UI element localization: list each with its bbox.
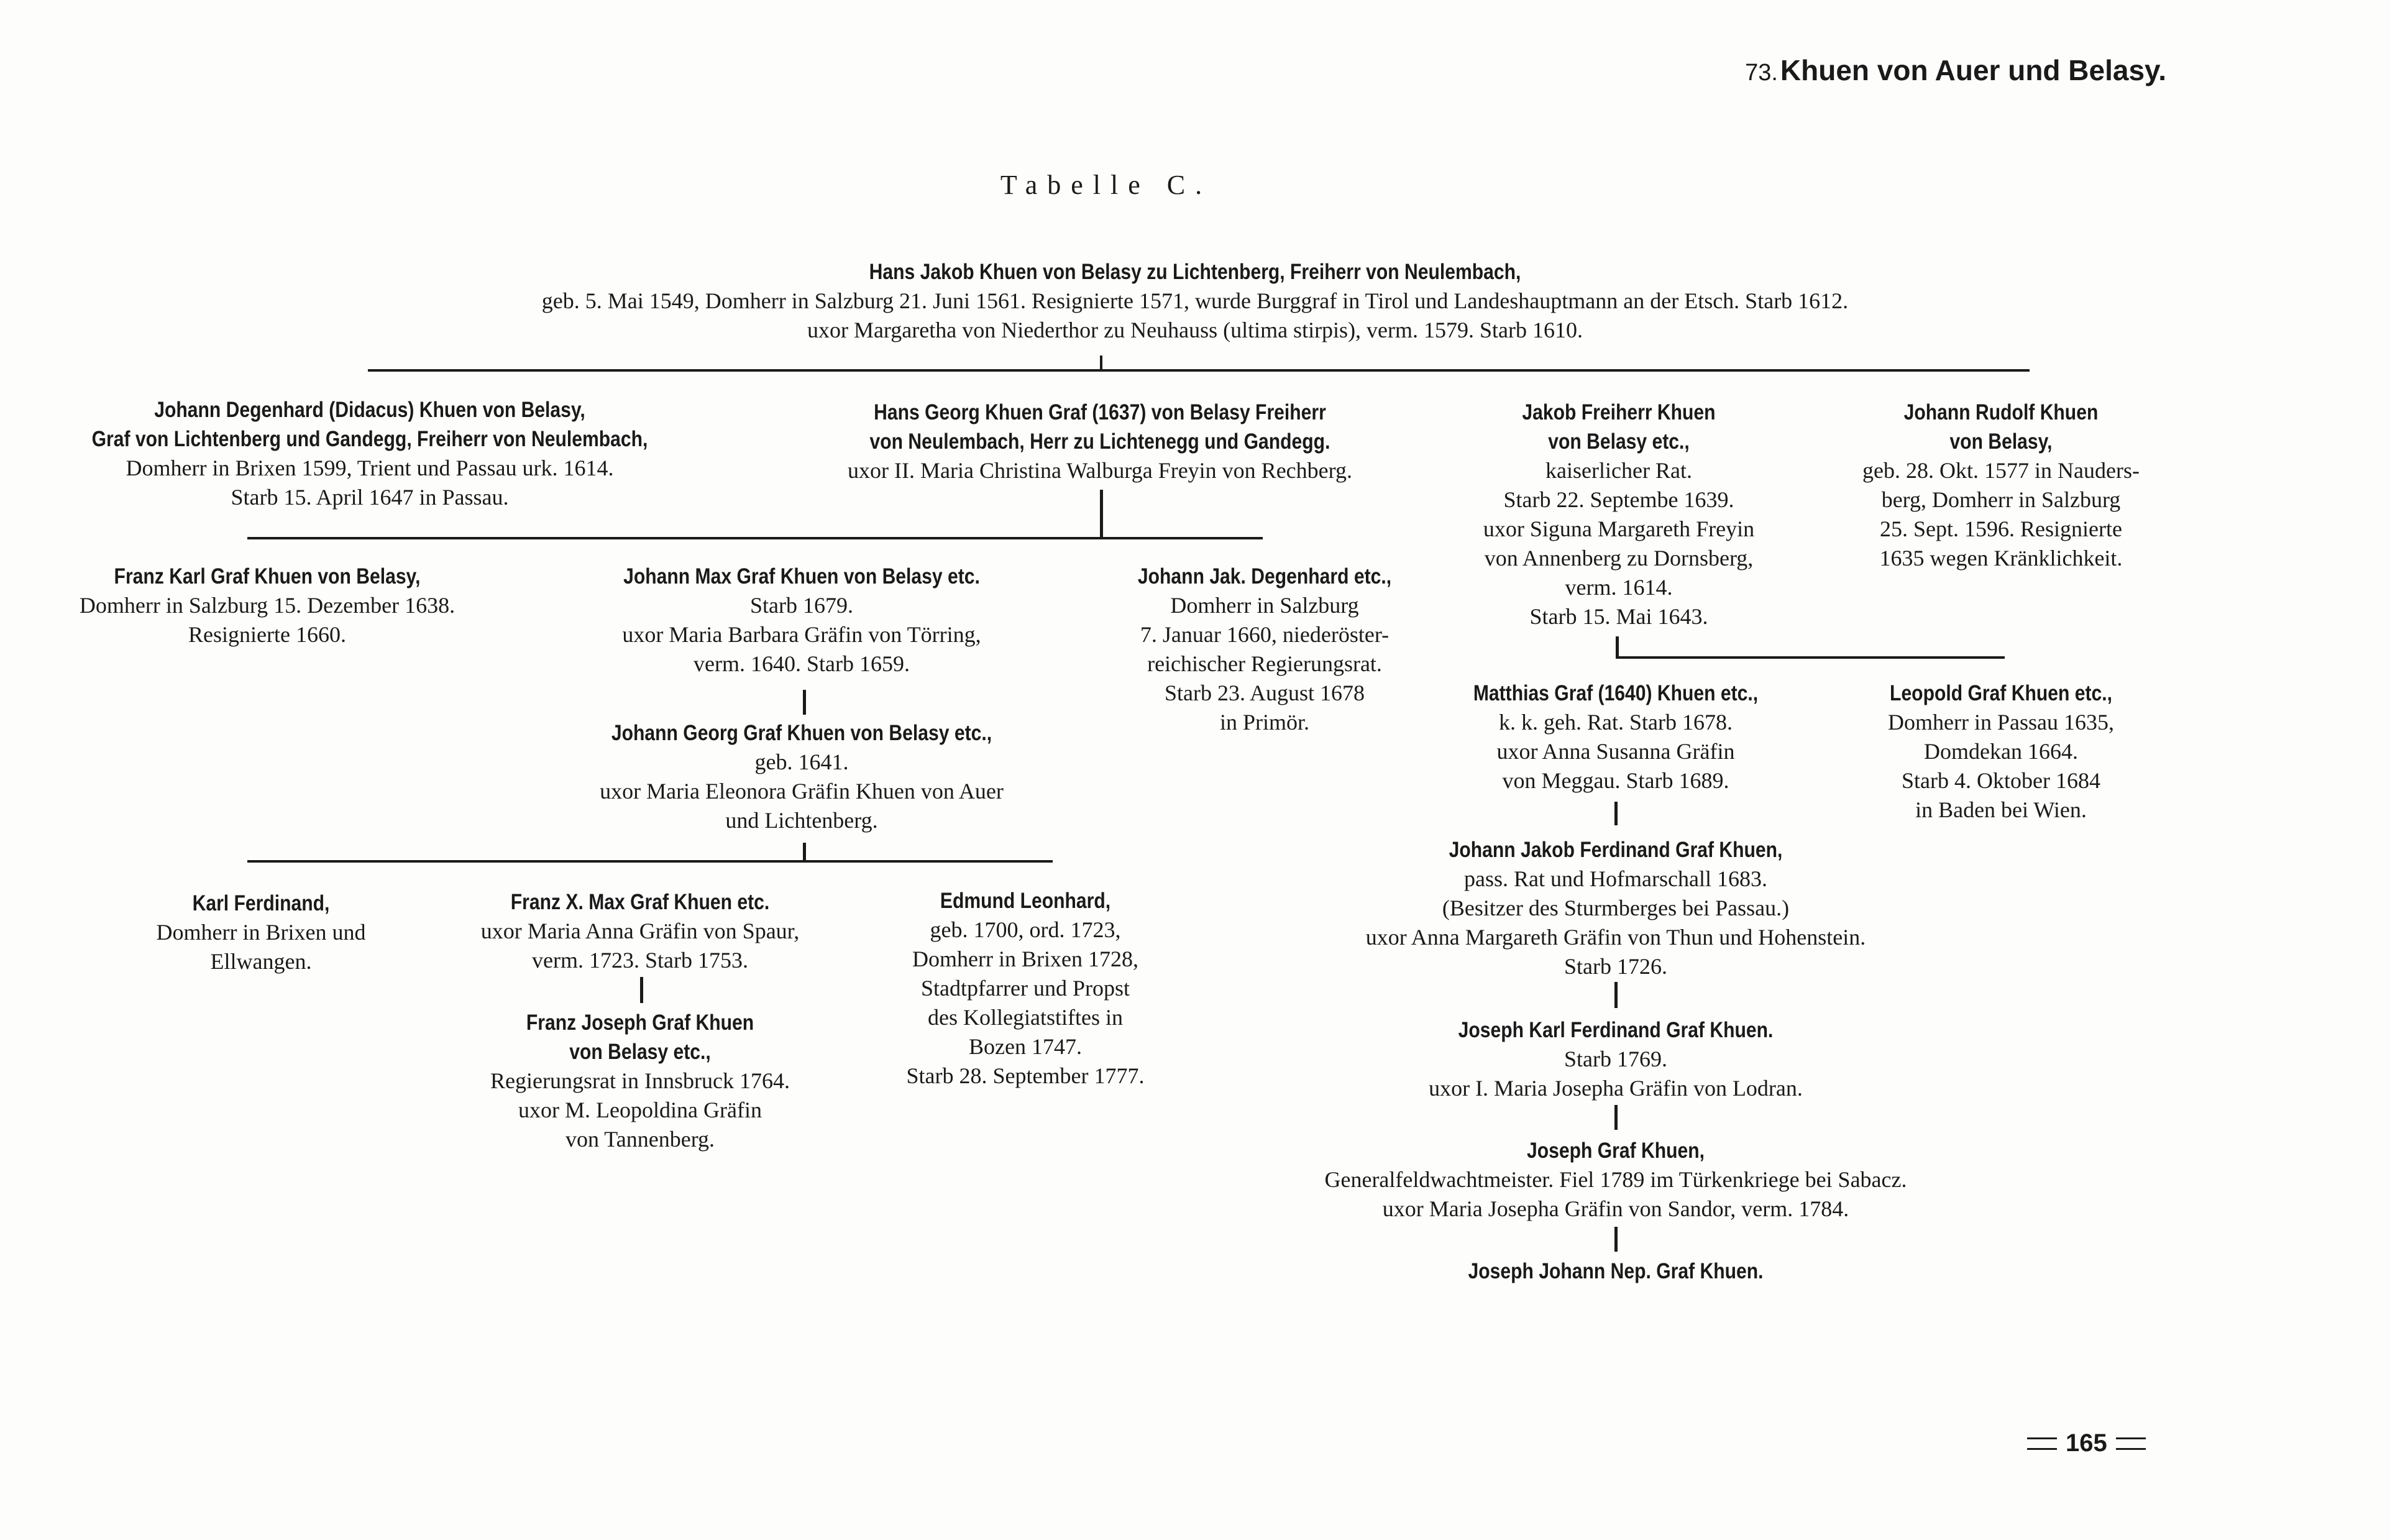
entry-johann-degenhard: Johann Degenhard (Didacus) Khuen von Belasy, Graf von Lichtenberg und Gandegg, Freiherr von Neulembach, Domherr in Brixen 1599, Trient und Passau urk. 1614. Starb 15. April 1647 in Passau. (91, 398, 648, 510)
entry-johann-georg: Johann Georg Graf Khuen von Belasy etc., geb. 1641. uxor Maria Eleonora Gräfin Khuen von Auer und Lichtenberg. (600, 721, 1004, 833)
entry-johann-jak-degenhard: Johann Jak. Degenhard etc., Domherr in Salzburg 7. Januar 1660, niederöster- reichischer Regierungsrat. Starb 23. August 1678 in Primör. (1137, 564, 1392, 735)
entry-joseph-graf: Joseph Graf Khuen, Generalfeldwachtmeister. Fiel 1789 im Türkenkriege bei Sabacz. uxor Maria Josepha Gräfin von Sandor, verm. 1784. (1324, 1139, 1907, 1221)
connector-line (368, 369, 2030, 372)
root-entry (0, 257, 2390, 345)
rule-mark (2027, 1437, 2057, 1450)
table-title: Tabelle C. (1000, 170, 1212, 200)
connector-line (640, 977, 643, 1003)
root-line-2: uxor Margaretha von Niederthor zu Neuhauss (ultima stirpis), verm. 1579. Starb 1610. (807, 318, 1583, 342)
connector-line (1614, 1227, 1618, 1252)
root-name: Hans Jakob Khuen von Belasy zu Lichtenberg, Freiherr von Neulembach, (869, 260, 1521, 284)
entry-leopold: Leopold Graf Khuen etc., Domherr in Passau 1635, Domdekan 1664. Starb 4. Oktober 1684 in Baden bei Wien. (1888, 681, 2114, 822)
connector-line (1616, 656, 2005, 659)
page-title: Khuen von Auer und Belasy. (1780, 54, 2166, 86)
entry-johann-rudolf: Johann Rudolf Khuen von Belasy, geb. 28. Okt. 1577 in Nauders- berg, Domherr in Salzburg 25. Sept. 1596. Resignierte 1635 wegen Kränklichkeit. (1862, 400, 2140, 571)
page-number: 165 (2066, 1429, 2107, 1457)
connector-line (1614, 1105, 1618, 1130)
root-line-1: geb. 5. Mai 1549, Domherr in Salzburg 21. Juni 1561. Resignierte 1571, wurde Burggraf in Tirol und Landeshauptmann an der Etsch. Starb 1612. (541, 288, 1849, 313)
connector-line (1616, 636, 1619, 659)
entry-joseph-karl: Joseph Karl Ferdinand Graf Khuen. Starb 1769. uxor I. Maria Josepha Gräfin von Lodran. (1429, 1018, 1803, 1101)
connector-line (1100, 490, 1103, 538)
entry-johann-jakob-ferdinand: Johann Jakob Ferdinand Graf Khuen, pass. Rat und Hofmarschall 1683. (Besitzer des Sturmberges bei Passau.) uxor Anna Margareth Gräfin von Thun und Hohenstein. Starb 1726. (1365, 838, 1866, 979)
connector-line (1614, 802, 1618, 825)
connector-line (803, 843, 806, 861)
plate-number: 73. (1745, 60, 1778, 86)
entry-joseph-johann: Joseph Johann Nep. Graf Khuen. (1468, 1259, 1764, 1283)
entry-franz-joseph: Franz Joseph Graf Khuen von Belasy etc., Regierungsrat in Innsbruck 1764. uxor M. Leopoldina Gräfin von Tannenberg. (490, 1011, 790, 1152)
connector-line (247, 537, 1263, 539)
page-number-block (2027, 1429, 2146, 1457)
connector-line (1100, 355, 1102, 369)
entry-franz-karl: Franz Karl Graf Khuen von Belasy, Domherr in Salzburg 15. Dezember 1638. Resignierte 1660. (79, 564, 456, 647)
entry-jakob: Jakob Freiherr Khuen von Belasy etc., kaiserlicher Rat. Starb 22. Septembe 1639. uxor Siguna Margareth Freyin von Annenberg zu Dornsberg, verm. 1614. Starb 15. Mai 1643. (1483, 400, 1755, 629)
entry-hans-georg: Hans Georg Khuen Graf (1637) von Belasy Freiherr von Neulembach, Herr zu Lichtenegg und Gandegg. uxor II. Maria Christina Walburga Freyin von Rechberg. (848, 400, 1352, 483)
connector-line (1614, 982, 1618, 1008)
entry-edmund: Edmund Leonhard, geb. 1700, ord. 1723, Domherr in Brixen 1728, Stadtpfarrer und Propst des Kollegiatstiftes in Bozen 1747. Starb 28. September 1777. (906, 889, 1145, 1088)
entry-karl-ferdinand: Karl Ferdinand, Domherr in Brixen und Ellwangen. (156, 891, 366, 974)
connector-line (247, 860, 1053, 863)
rule-mark (2116, 1437, 2146, 1450)
entry-matthias: Matthias Graf (1640) Khuen etc., k. k. geh. Rat. Starb 1678. uxor Anna Susanna Gräfin von Meggau. Starb 1689. (1473, 681, 1759, 793)
entry-johann-max: Johann Max Graf Khuen von Belasy etc. Starb 1679. uxor Maria Barbara Gräfin von Törring, verm. 1640. Starb 1659. (622, 564, 981, 676)
connector-line (803, 690, 806, 715)
entry-franz-x-max: Franz X. Max Graf Khuen etc. uxor Maria Anna Gräfin von Spaur, verm. 1723. Starb 1753. (480, 890, 800, 973)
page-header (1745, 53, 2166, 87)
